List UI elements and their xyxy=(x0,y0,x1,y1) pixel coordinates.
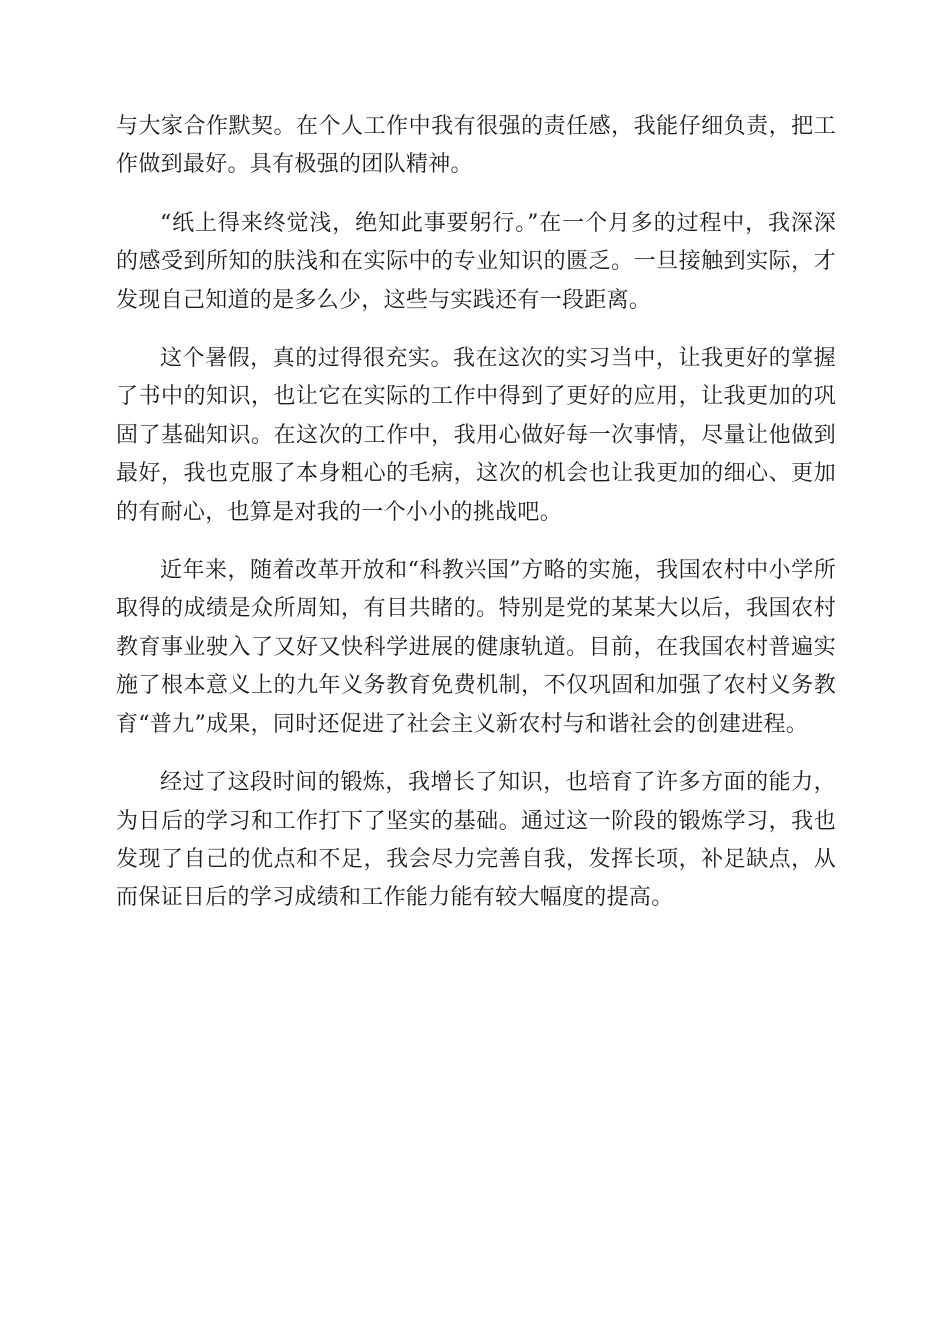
document-body xyxy=(116,108,836,938)
paragraph-1: 与大家合作默契。在个人工作中我有很强的责任感，我能仔细负责，把工作做到最好。具有极强的团队精神。 xyxy=(116,114,836,178)
paragraph-4: 近年来，随着改革开放和“科教兴国”方略的实施，我国农村中小学所取得的成绩是众所周知，有目共睹的。特别是党的某某大以后，我国农村教育事业驶入了又好又快科学进展的健康轨道。目前，在我国农村普遍实施了根本意义上的九年义务教育免费机制，不仅巩固和加强了农村义务教育“普九”成果，同时还促进了社会主义新农村与和谐社会的创建进程。 xyxy=(116,558,836,737)
paragraph-2: “纸上得来终觉浅，绝知此事要躬行。”在一个月多的过程中，我深深的感受到所知的肤浅和在实际中的专业知识的匮乏。一旦接触到实际，才发现自己知道的是多么少，这些与实践还有一段距离。 xyxy=(116,210,836,313)
paragraph-5: 经过了这段时间的锻炼，我增长了知识，也培育了许多方面的能力，为日后的学习和工作打下了坚实的基础。通过这一阶段的锻炼学习，我也发现了自己的优点和不足，我会尽力完善自我，发挥长项，补足缺点，从而保证日后的学习成绩和工作能力能有较大幅度的提高。 xyxy=(116,770,836,911)
paragraph-3: 这个暑假，真的过得很充实。我在这次的实习当中，让我更好的掌握了书中的知识，也让它在实际的工作中得到了更好的应用，让我更加的巩固了基础知识。在这次的工作中，我用心做好每一次事情，尽量让他做到最好，我也克服了本身粗心的毛病，这次的机会也让我更加的细心、更加的有耐心，也算是对我的一个小小的挑战吧。 xyxy=(116,346,836,525)
